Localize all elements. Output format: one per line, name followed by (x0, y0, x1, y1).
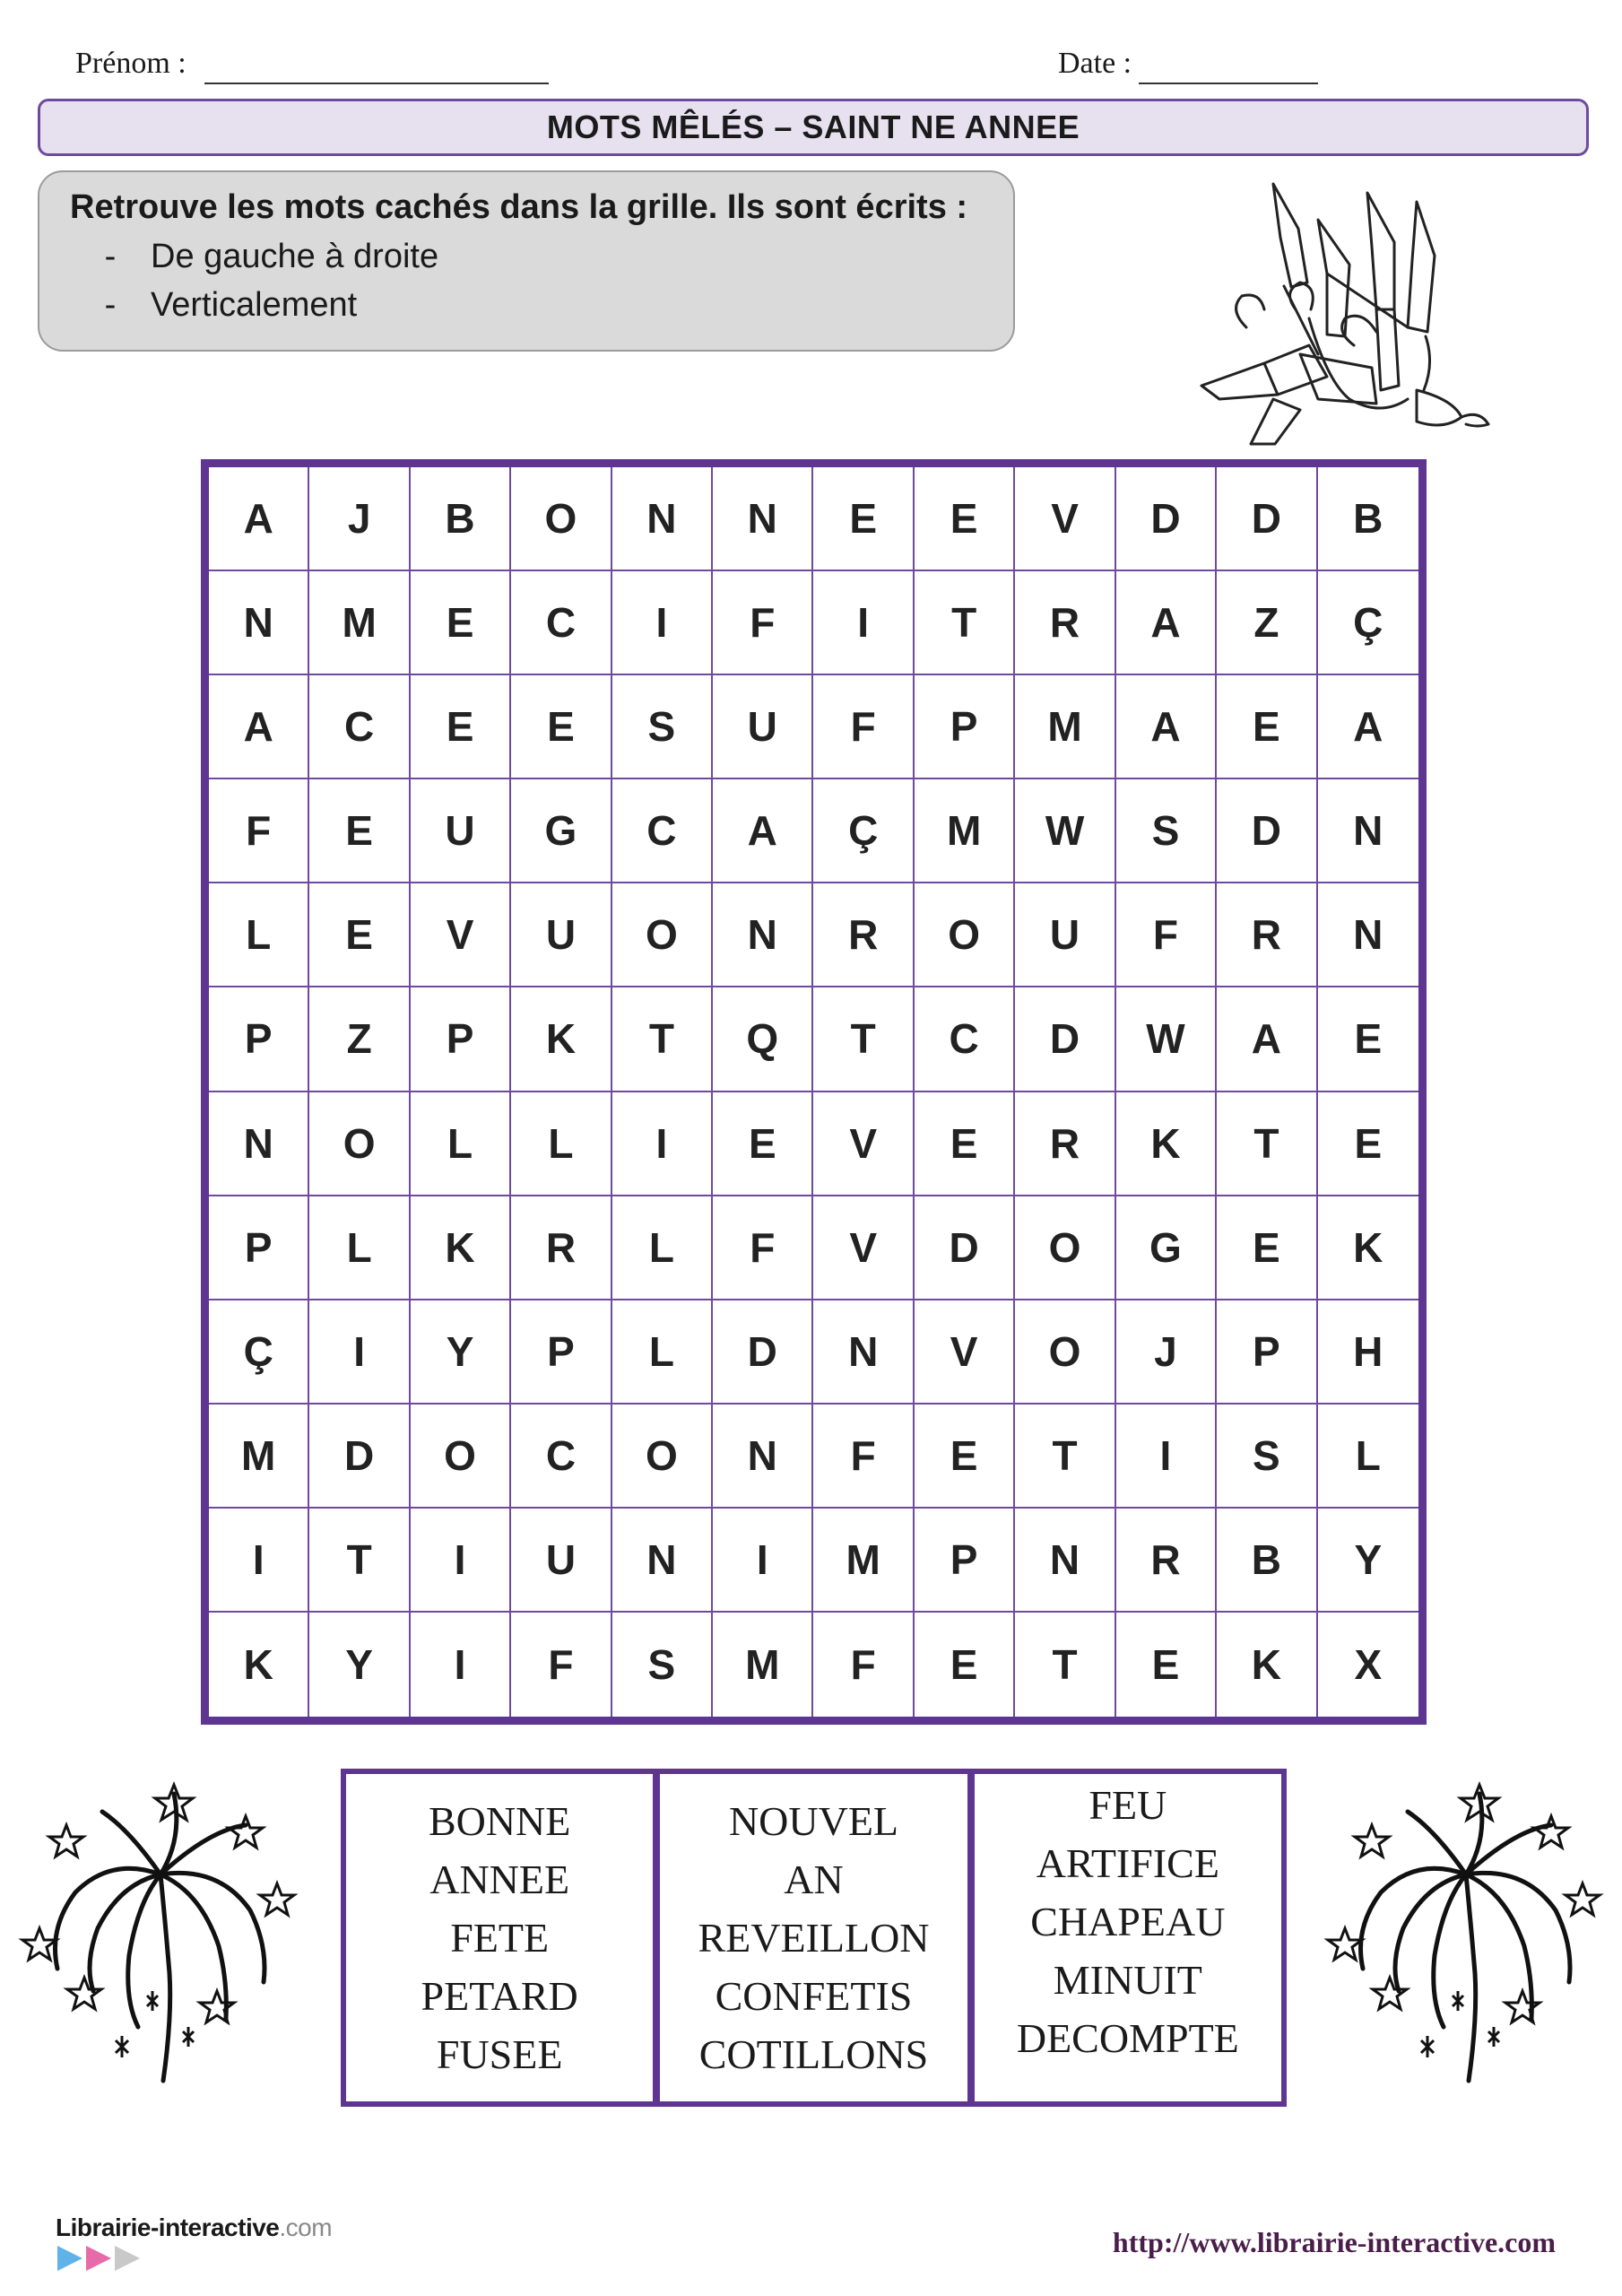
grid-cell[interactable]: M (1015, 675, 1115, 779)
grid-cell[interactable]: C (511, 1405, 612, 1509)
grid-cell[interactable]: D (1116, 467, 1217, 571)
grid-cell[interactable]: X (1354, 1640, 1383, 1688)
grid-cell[interactable]: R (1116, 1509, 1217, 1613)
grid-cell[interactable]: C (309, 675, 410, 779)
grid-cell[interactable]: D (713, 1300, 813, 1405)
grid-cell[interactable]: I (411, 1509, 511, 1613)
grid-cell[interactable]: W (1116, 987, 1217, 1091)
grid-cell[interactable]: N (1318, 883, 1418, 987)
grid-cell[interactable]: T (915, 571, 1015, 675)
site-logo[interactable] (56, 2213, 332, 2279)
grid-cell[interactable]: E (411, 571, 511, 675)
grid-cell[interactable]: A (209, 467, 309, 571)
firework-burst-icon (13, 1776, 299, 2099)
date-label: Date : (1058, 47, 1132, 80)
grid-cell[interactable]: O (309, 1092, 410, 1196)
grid-cell[interactable]: S (612, 1613, 713, 1717)
grid-cell[interactable]: J (1116, 1300, 1217, 1405)
word-item: CHAPEAU (1030, 1899, 1226, 1944)
grid-cell[interactable]: A (1116, 571, 1217, 675)
grid-cell[interactable]: K (1116, 1092, 1217, 1196)
grid-cell[interactable]: Y (411, 1300, 511, 1405)
grid-cell[interactable]: I (209, 1509, 309, 1613)
grid-cell[interactable]: P (411, 987, 511, 1091)
grid-cell[interactable]: I (411, 1613, 511, 1717)
grid-cell[interactable]: B (411, 467, 511, 571)
grid-cell[interactable]: I (612, 1092, 713, 1196)
instruction-dash: - (104, 238, 117, 275)
grid-cell[interactable]: N (713, 467, 813, 571)
date-field[interactable] (1139, 83, 1318, 84)
grid-cell[interactable]: L (612, 1300, 713, 1405)
grid-cell[interactable]: L (209, 883, 309, 987)
grid-cell[interactable]: L (309, 1196, 410, 1300)
grid-cell[interactable]: T (612, 987, 713, 1091)
word-item: NOUVEL (728, 1798, 899, 1844)
grid-cell[interactable]: L (511, 1092, 612, 1196)
grid-cell[interactable]: P (209, 987, 309, 1091)
grid-cell[interactable]: V (1015, 467, 1115, 571)
grid-cell[interactable]: F (813, 675, 914, 779)
grid-cell[interactable]: R (1015, 1092, 1115, 1196)
grid-cell[interactable]: E (1116, 1613, 1217, 1717)
grid-cell[interactable]: C (612, 779, 713, 883)
grid-cell[interactable]: R (813, 883, 914, 987)
grid-cell[interactable]: N (813, 1300, 914, 1405)
logo-text (56, 2213, 332, 2242)
grid-cell[interactable]: O (1015, 1300, 1115, 1405)
grid-cell[interactable]: P (915, 675, 1015, 779)
instructions-box (38, 170, 1015, 352)
grid-cell[interactable]: A (1318, 675, 1418, 779)
word-column (967, 1774, 1281, 2101)
grid-cell[interactable]: G (1116, 1196, 1217, 1300)
grid-cell[interactable]: G (511, 779, 612, 883)
word-item: BONNE (428, 1798, 571, 1844)
grid-cell[interactable]: M (309, 571, 410, 675)
grid-cell[interactable]: I (1116, 1405, 1217, 1509)
grid-cell[interactable]: L (612, 1196, 713, 1300)
grid-cell[interactable]: A (209, 675, 309, 779)
grid-cell[interactable]: N (209, 1092, 309, 1196)
grid-cell[interactable]: P (209, 1196, 309, 1300)
grid-cell[interactable]: K (411, 1196, 511, 1300)
word-list (341, 1769, 1287, 2107)
word-item: FUSEE (436, 2031, 563, 2077)
word-item: DECOMPTE (1016, 2015, 1239, 2061)
grid-cell[interactable]: E (915, 1405, 1015, 1509)
grid-cell[interactable]: R (1217, 883, 1317, 987)
grid-cell[interactable]: M (813, 1509, 914, 1613)
instruction-text: De gauche à droite (151, 238, 439, 275)
fireworks-rockets-icon (1193, 175, 1497, 457)
instructions-heading: Retrouve les mots cachés dans la grille. Ils sont écrits : (70, 188, 968, 226)
logo-suffix: .com (279, 2213, 333, 2241)
word-item: ARTIFICE (1036, 1840, 1219, 1886)
grid-cell[interactable]: K (209, 1613, 309, 1717)
grid-cell[interactable]: I (612, 571, 713, 675)
grid-cell[interactable]: U (713, 675, 813, 779)
grid-cell[interactable]: O (915, 883, 1015, 987)
grid-cell[interactable]: Ç (813, 779, 914, 883)
word-search-grid (201, 459, 1427, 1725)
grid-cell[interactable]: I (813, 571, 914, 675)
grid-cell[interactable]: E (1318, 987, 1418, 1091)
grid-cell[interactable]: Z (1217, 571, 1317, 675)
grid-cell[interactable]: F (813, 1405, 914, 1509)
grid-cell[interactable]: T (1015, 1613, 1115, 1717)
website-link[interactable]: http://www.librairie-interactive.com (1112, 2226, 1556, 2258)
grid-cell[interactable]: E (309, 883, 410, 987)
grid-cell[interactable]: K (1318, 1196, 1418, 1300)
grid-cell[interactable]: B (1217, 1509, 1317, 1613)
grid-cell[interactable]: I (713, 1509, 813, 1613)
grid-cell[interactable]: Ç (209, 1300, 309, 1405)
first-name-field[interactable] (204, 83, 549, 84)
grid-cell[interactable]: A (1217, 987, 1317, 1091)
grid-cell[interactable]: N (713, 883, 813, 987)
grid-cell[interactable]: U (511, 883, 612, 987)
grid-cell[interactable]: P (1217, 1300, 1317, 1405)
word-item: FETE (450, 1915, 550, 1961)
grid-cell[interactable]: Y (309, 1613, 410, 1717)
grid-cell[interactable]: D (1217, 467, 1317, 571)
grid-cell[interactable]: K (511, 987, 612, 1091)
grid-cell[interactable]: O (612, 1405, 713, 1509)
grid-cell[interactable]: L (1318, 1405, 1418, 1509)
grid-cell[interactable]: D (1015, 987, 1115, 1091)
grid-cell[interactable]: E (915, 467, 1015, 571)
word-item: COTILLONS (698, 2031, 929, 2077)
grid-cell[interactable]: T (1015, 1405, 1115, 1509)
grid-cell[interactable]: S (1217, 1405, 1317, 1509)
word-item: FEU (1089, 1782, 1167, 1828)
grid-cell[interactable]: C (915, 987, 1015, 1091)
grid-cell[interactable]: V (813, 1092, 914, 1196)
firework-burst-icon (1318, 1776, 1605, 2099)
word-item: AN (784, 1857, 844, 1902)
grid-cell[interactable]: H (1318, 1300, 1418, 1405)
grid-cell[interactable]: Q (713, 987, 813, 1091)
grid-cell[interactable]: F (713, 571, 813, 675)
grid-cell[interactable]: N (209, 571, 309, 675)
grid-cell[interactable]: U (411, 779, 511, 883)
grid-cell[interactable]: F (209, 779, 309, 883)
grid-cell[interactable]: E (915, 1613, 1015, 1717)
instruction-dash: - (104, 286, 117, 324)
grid-cell[interactable]: F (511, 1613, 612, 1717)
grid-cell[interactable]: V (813, 1196, 914, 1300)
grid-cell[interactable]: T (1217, 1092, 1317, 1196)
grid-cell[interactable]: C (511, 571, 612, 675)
grid-cell[interactable]: F (1116, 883, 1217, 987)
grid-cell[interactable]: M (915, 779, 1015, 883)
grid-cell[interactable]: B (1318, 467, 1418, 571)
grid-cell[interactable]: N (612, 467, 713, 571)
grid-cell[interactable]: N (612, 1509, 713, 1613)
word-item: REVEILLON (698, 1915, 930, 1961)
grid-cell[interactable]: E (309, 779, 410, 883)
grid-cell[interactable]: E (1217, 1196, 1317, 1300)
grid-cell[interactable]: Ç (1318, 571, 1418, 675)
grid-cell[interactable]: E (713, 1092, 813, 1196)
grid-cell[interactable]: S (1116, 779, 1217, 883)
word-item: PETARD (421, 1973, 578, 2019)
grid-cell[interactable]: P (511, 1300, 612, 1405)
grid-cell[interactable]: U (511, 1509, 612, 1613)
grid-cell[interactable]: E (915, 1092, 1015, 1196)
grid-cell[interactable]: E (511, 675, 612, 779)
grid-cell[interactable]: A (713, 779, 813, 883)
grid-cell[interactable]: Y (1318, 1509, 1418, 1613)
play-triangles-icon (56, 2242, 154, 2274)
grid-cell[interactable]: D (1217, 779, 1317, 883)
first-name-label: Prénom : (75, 47, 186, 80)
grid-cell[interactable]: N (1318, 779, 1418, 883)
grid-cell[interactable]: I (309, 1300, 410, 1405)
grid-cell[interactable]: E (1318, 1092, 1418, 1196)
grid-cell[interactable]: E (813, 467, 914, 571)
grid-cell[interactable]: E (411, 675, 511, 779)
grid-cell[interactable]: V (915, 1300, 1015, 1405)
logo-main: Librairie-interactive (56, 2213, 280, 2241)
grid-cell[interactable]: M (209, 1405, 309, 1509)
grid-cell[interactable]: V (411, 883, 511, 987)
grid-cell[interactable]: D (915, 1196, 1015, 1300)
grid-cell[interactable]: R (511, 1196, 612, 1300)
instruction-text: Verticalement (151, 286, 358, 324)
grid-cell[interactable]: R (1015, 571, 1115, 675)
word-column (653, 1774, 967, 2101)
page-title: MOTS MÊLÉS – SAINT NE ANNEE (38, 99, 1589, 156)
grid-cell[interactable]: A (1116, 675, 1217, 779)
grid-cell[interactable]: D (309, 1405, 410, 1509)
grid-cell[interactable]: M (713, 1613, 813, 1717)
grid-cell[interactable]: U (1015, 883, 1115, 987)
grid-cell[interactable]: O (411, 1405, 511, 1509)
grid-cell[interactable]: N (1015, 1509, 1115, 1613)
instruction-item (70, 281, 1013, 329)
grid-cell[interactable]: T (309, 1509, 410, 1613)
word-column (346, 1774, 653, 2101)
grid-cell[interactable]: O (511, 467, 612, 571)
grid-cell[interactable]: S (612, 675, 713, 779)
grid-cell[interactable]: J (309, 467, 410, 571)
word-item: CONFETIS (715, 1973, 913, 2019)
grid-cell[interactable]: O (1015, 1196, 1115, 1300)
word-item: ANNEE (429, 1857, 570, 1902)
grid-cell[interactable]: N (713, 1405, 813, 1509)
grid-cell[interactable]: F (713, 1196, 813, 1300)
grid-cell[interactable]: O (612, 883, 713, 987)
grid-cell[interactable]: E (1217, 675, 1317, 779)
grid-cell[interactable]: L (411, 1092, 511, 1196)
grid-cell[interactable]: F (813, 1613, 914, 1717)
word-item: MINUIT (1053, 1957, 1202, 2003)
grid-cell[interactable]: W (1015, 779, 1115, 883)
grid-cell[interactable]: T (813, 987, 914, 1091)
instruction-item (70, 232, 1013, 281)
grid-cell[interactable]: Z (309, 987, 410, 1091)
grid-cell[interactable]: P (915, 1509, 1015, 1613)
grid-cell[interactable]: K (1217, 1613, 1317, 1717)
